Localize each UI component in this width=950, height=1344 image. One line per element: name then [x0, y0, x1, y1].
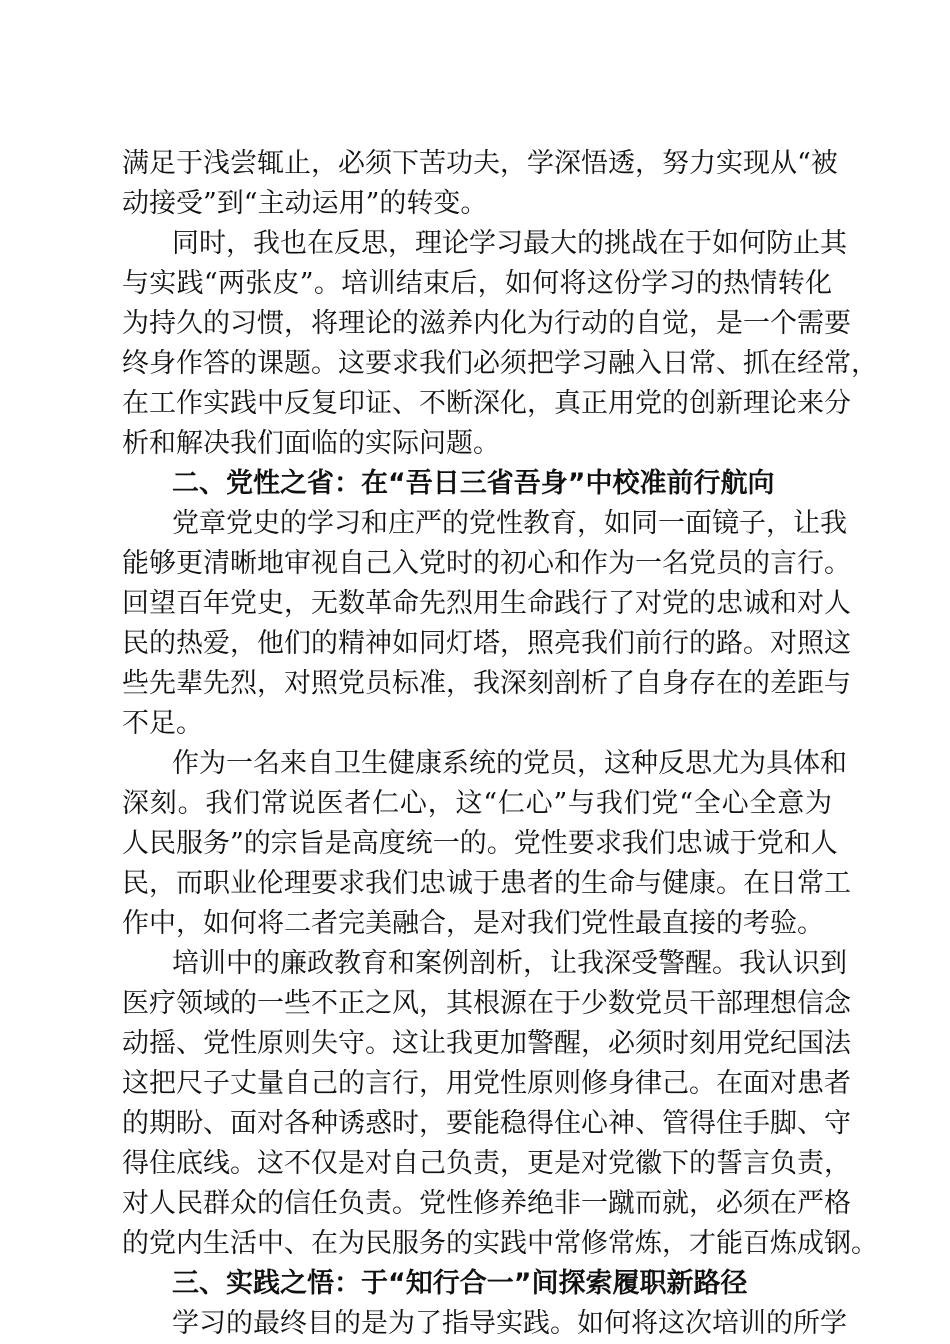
text-line: 作中，如何将二者完美融合，是对我们党性最直接的考验。 [122, 908, 824, 939]
section-heading-3: 三、实践之悟：于“知行合一”间探索履职新路径 [172, 1268, 748, 1299]
paragraph-first-line: 学习的最终目的是为了指导实践。如何将这次培训的所学 [172, 1308, 847, 1339]
text-line: 得住底线。这不仅是对自己负责，更是对党徽下的誓言负责， [122, 1148, 851, 1179]
text-line: 的党内生活中、在为民服务的实践中常修常炼，才能百炼成钢。 [122, 1228, 878, 1259]
paragraph-first-line: 党章党史的学习和庄严的党性教育，如同一面镜子，让我 [172, 508, 847, 539]
text-line: 在工作实践中反复印证、不断深化，真正用党的创新理论来分 [122, 388, 851, 419]
text-line: 回望百年党史，无数革命先烈用生命践行了对党的忠诚和对人 [122, 588, 851, 619]
text-line: 析和解决我们面临的实际问题。 [122, 428, 500, 459]
text-line: 的期盼、面对各种诱惑时，要能稳得住心神、管得住手脚、守 [122, 1108, 851, 1139]
section-heading-2: 二、党性之省：在“吾日三省吾身”中校准前行航向 [172, 468, 775, 499]
text-line: 民的热爱，他们的精神如同灯塔，照亮我们前行的路。对照这 [122, 628, 851, 659]
paragraph-first-line: 培训中的廉政教育和案例剖析，让我深受警醒。我认识到 [172, 948, 847, 979]
text-line: 动接受”到“主动运用”的转变。 [122, 188, 488, 219]
paragraph-first-line: 同时，我也在反思，理论学习最大的挑战在于如何防止其 [172, 228, 847, 259]
text-line: 些先辈先烈，对照党员标准，我深刻剖析了自身存在的差距与 [122, 668, 851, 699]
text-line: 与实践“两张皮”。培训结束后，如何将这份学习的热情转化 [122, 268, 832, 299]
text-line: 终身作答的课题。这要求我们必须把学习融入日常、抓在经常， [122, 348, 878, 379]
paragraph-first-line: 作为一名来自卫生健康系统的党员，这种反思尤为具体和 [172, 748, 847, 779]
text-line: 能够更清晰地审视自己入党时的初心和作为一名党员的言行。 [122, 548, 851, 579]
text-line: 满足于浅尝辄止，必须下苦功夫，学深悟透，努力实现从“被 [122, 148, 838, 179]
text-line: 不足。 [122, 708, 203, 739]
text-line: 动摇、党性原则失守。这让我更加警醒，必须时刻用党纪国法 [122, 1028, 851, 1059]
text-line: 民，而职业伦理要求我们忠诚于患者的生命与健康。在日常工 [122, 868, 851, 899]
text-line: 这把尺子丈量自己的言行，用党性原则修身律己。在面对患者 [122, 1068, 851, 1099]
text-line: 人民服务”的宗旨是高度统一的。党性要求我们忠诚于党和人 [122, 828, 838, 859]
text-line: 医疗领域的一些不正之风，其根源在于少数党员干部理想信念 [122, 988, 851, 1019]
text-line: 对人民群众的信任负责。党性修养绝非一蹴而就，必须在严格 [122, 1188, 851, 1219]
text-line: 为持久的习惯，将理论的滋养内化为行动的自觉，是一个需要 [122, 308, 851, 339]
text-line: 深刻。我们常说医者仁心，这“仁心”与我们党“全心全意为 [122, 788, 832, 819]
